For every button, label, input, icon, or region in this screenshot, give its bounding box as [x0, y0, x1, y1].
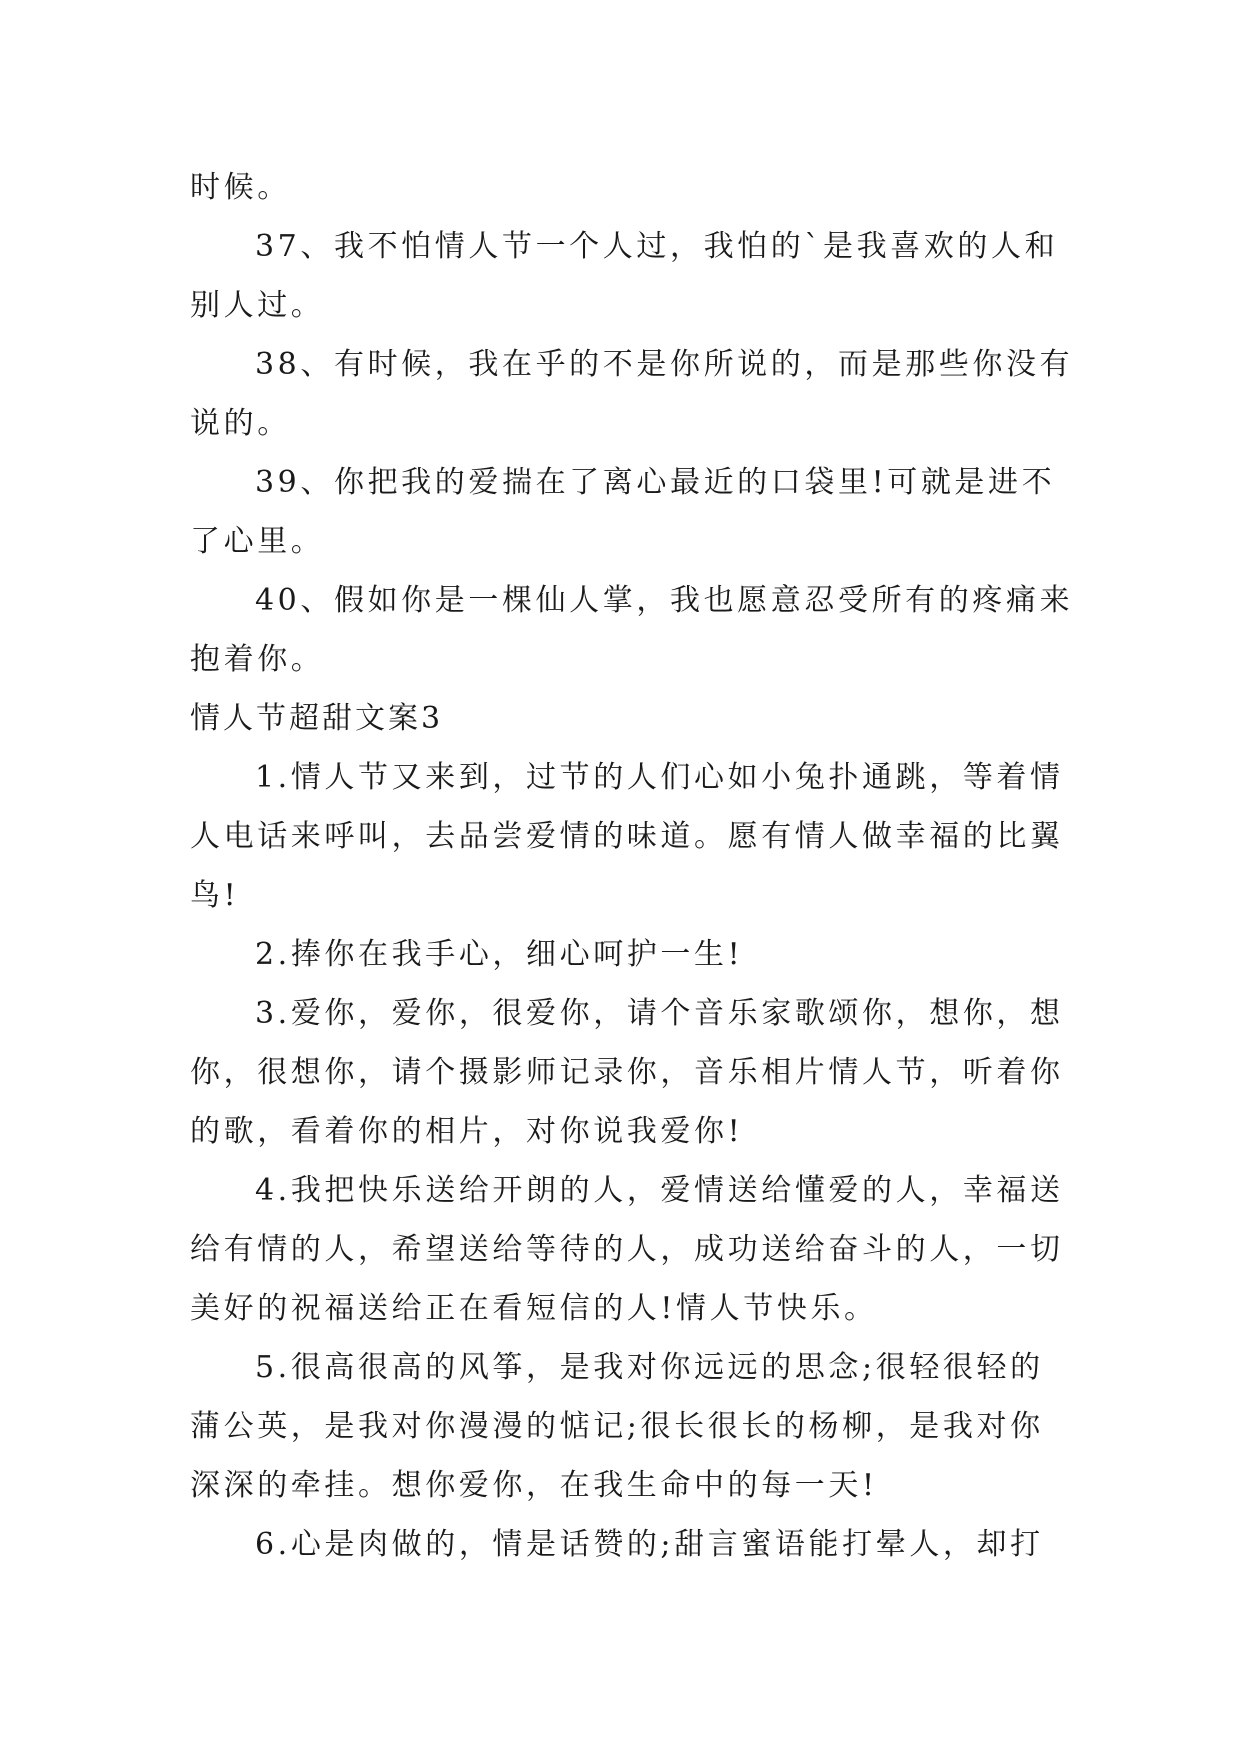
list-item-1: 1.情人节又来到，过节的人们心如小兔扑通跳，等着情 [255, 760, 1064, 795]
list-item-37: 37、我不怕情人节一个人过，我怕的`是我喜欢的人和 [255, 229, 1059, 264]
text-line: 鸟! [190, 878, 240, 913]
list-item-3: 3.爱你，爱你，很爱你，请个音乐家歌颂你，想你，想 [255, 996, 1064, 1031]
list-item-2: 2.捧你在我手心，细心呵护一生! [255, 937, 744, 972]
list-item-4: 4.我把快乐送给开朗的人，爱情送给懂爱的人，幸福送 [255, 1173, 1064, 1208]
list-item-5: 5.很高很高的风筝，是我对你远远的思念;很轻很轻的 [255, 1350, 1044, 1385]
text-line: 了心里。 [190, 524, 325, 559]
text-line: 给有情的人，希望送给等待的人，成功送给奋斗的人，一切 [190, 1232, 1064, 1267]
text-line: 深深的牵挂。想你爱你，在我生命中的每一天! [190, 1468, 878, 1503]
text-line: 别人过。 [190, 288, 325, 323]
text-line: 你，很想你，请个摄影师记录你，音乐相片情人节，听着你 [190, 1055, 1064, 1090]
list-item-6: 6.心是肉做的，情是话赞的;甜言蜜语能打晕人，却打 [255, 1527, 1044, 1562]
text-line: 时候。 [190, 170, 291, 205]
section-heading: 情人节超甜文案3 [190, 701, 444, 736]
text-line: 抱着你。 [190, 642, 325, 677]
text-line: 美好的祝福送给正在看短信的人!情人节快乐。 [190, 1291, 878, 1326]
list-item-38: 38、有时候，我在乎的不是你所说的，而是那些你没有 [255, 347, 1074, 382]
list-item-40: 40、假如你是一棵仙人掌，我也愿意忍受所有的疼痛来 [255, 583, 1074, 618]
list-item-39: 39、你把我的爱揣在了离心最近的口袋里!可就是进不 [255, 465, 1056, 500]
document-body [190, 158, 1074, 1574]
text-line: 人电话来呼叫，去品尝爱情的味道。愿有情人做幸福的比翼 [190, 819, 1064, 854]
text-line: 说的。 [190, 406, 291, 441]
text-line: 蒲公英，是我对你漫漫的惦记;很长很长的杨柳，是我对你 [190, 1409, 1044, 1444]
text-line: 的歌，看着你的相片，对你说我爱你! [190, 1114, 744, 1149]
